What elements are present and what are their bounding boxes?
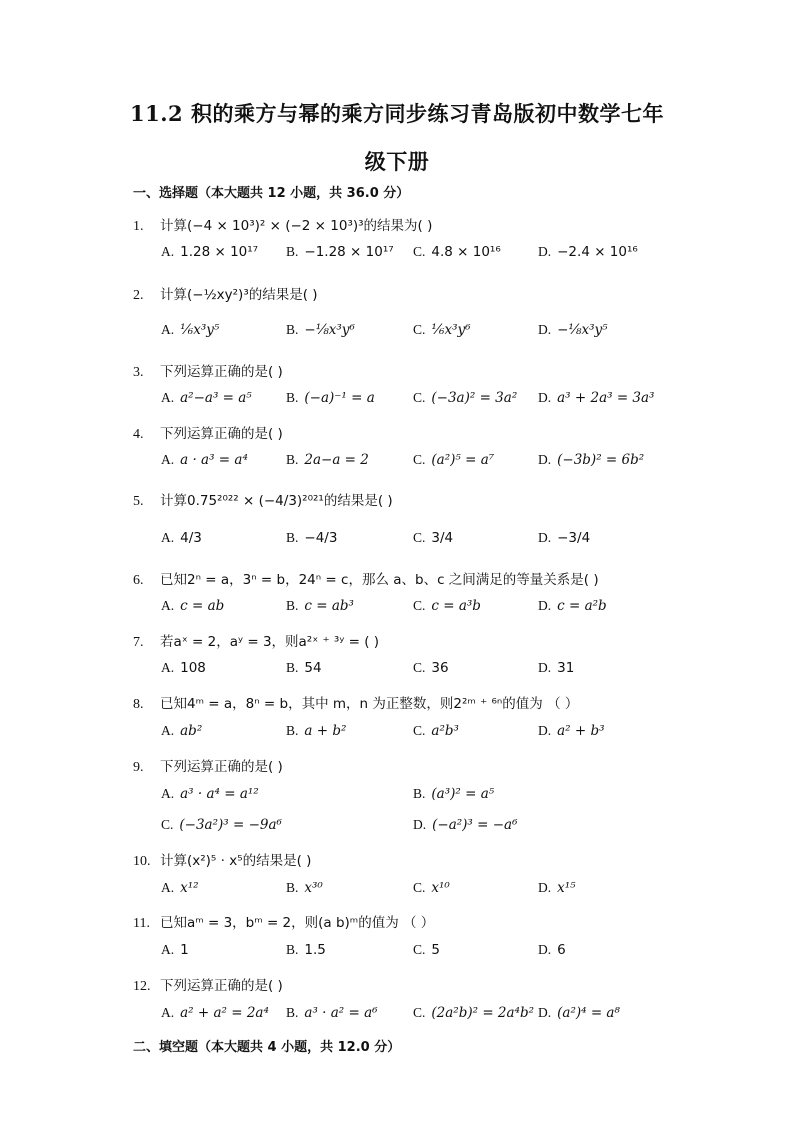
question-stem: 已知2ⁿ = a，3ⁿ = b，24ⁿ = c，那么 a、b、c 之间满足的等量关系是( )	[160, 572, 599, 588]
option-c: C. (−3a²)³ = −9a⁶	[161, 817, 282, 833]
option-d: D. (−a²)³ = −a⁶	[413, 817, 518, 833]
option-c: C. 3/4	[413, 530, 454, 546]
option-a: A. ⅙x³y⁵	[161, 322, 220, 338]
option-d: D. 31	[538, 660, 575, 676]
question-number: 1.	[133, 219, 144, 234]
question-number: 12.	[133, 979, 151, 994]
question-number: 7.	[133, 635, 144, 650]
option-b: B. 2a−a = 2	[286, 452, 369, 468]
question-number: 11.	[133, 916, 150, 931]
question-stem: 计算0.75²⁰²² × (−4/3)²⁰²¹的结果是( )	[160, 493, 393, 509]
question-stem: 已知4ᵐ = a，8ⁿ = b，其中 m，n 为正整数，则2²ᵐ ⁺ ⁶ⁿ的值为 （ ）	[160, 696, 579, 712]
option-c: C. 4.8 × 10¹⁶	[413, 244, 501, 260]
option-d: D. −2.4 × 10¹⁶	[538, 244, 638, 260]
question-number: 4.	[133, 427, 144, 442]
option-d: D. −3/4	[538, 530, 591, 546]
question-6	[133, 568, 599, 589]
option-d: D. −⅛x³y⁵	[538, 322, 608, 338]
option-b: B. (−a)⁻¹ = a	[286, 390, 375, 406]
question-4	[133, 422, 283, 443]
option-a: A. a² + a² = 2a⁴	[161, 1005, 269, 1021]
option-b: B. a³ · a² = a⁶	[286, 1005, 378, 1021]
option-b: B. 1.5	[286, 942, 326, 958]
question-number: 3.	[133, 365, 144, 380]
question-12	[133, 974, 283, 995]
option-a: A. c = ab	[161, 598, 225, 614]
question-stem: 已知aᵐ = 3，bᵐ = 2，则(a b)ᵐ的值为 （ ）	[160, 915, 435, 931]
option-a: A. 4/3	[161, 530, 202, 546]
option-b: B. a + b²	[286, 723, 347, 739]
question-3	[133, 360, 283, 381]
option-c: C. 5	[413, 942, 440, 958]
option-c: C. c = a³b	[413, 598, 481, 614]
question-number: 6.	[133, 573, 144, 588]
question-11	[133, 911, 434, 932]
question-8	[133, 692, 578, 713]
section-heading-fill-blank: 二、填空题（本大题共 4 小题，共 12.0 分）	[133, 1040, 401, 1055]
document-title-line-2: 级下册	[364, 149, 430, 174]
question-number: 10.	[133, 854, 151, 869]
option-b: B. −⅛x³y⁶	[286, 322, 355, 338]
option-b: B. −4/3	[286, 530, 338, 546]
option-d: D. (a²)⁴ = a⁸	[538, 1005, 620, 1021]
question-stem: 下列运算正确的是( )	[160, 364, 283, 380]
question-stem: 计算(−4 × 10³)² × (−2 × 10³)³的结果为( )	[160, 218, 433, 234]
option-b: B. (a³)² = a⁵	[413, 786, 495, 802]
option-c: C. ⅙x³y⁶	[413, 322, 471, 338]
option-b: B. 54	[286, 660, 322, 676]
option-d: D. x¹⁵	[538, 880, 576, 896]
section-heading-choice: 一、选择题（本大题共 12 小题，共 36.0 分）	[133, 186, 410, 201]
question-number: 2.	[133, 288, 144, 303]
option-a: A. 1.28 × 10¹⁷	[161, 244, 259, 260]
option-a: A. a · a³ = a⁴	[161, 452, 248, 468]
option-c: C. (−3a)² = 3a²	[413, 390, 518, 406]
option-b: B. c = ab³	[286, 598, 354, 614]
question-stem: 下列运算正确的是( )	[160, 978, 283, 994]
option-a: A. x¹²	[161, 880, 199, 896]
option-a: A. 1	[161, 942, 189, 958]
question-number: 8.	[133, 697, 144, 712]
option-a: A. a³ · a⁴ = a¹²	[161, 786, 259, 802]
question-number: 9.	[133, 760, 144, 775]
option-c: C. 36	[413, 660, 449, 676]
option-b: B. x³⁰	[286, 880, 323, 896]
option-c: C. (a²)⁵ = a⁷	[413, 452, 495, 468]
question-stem: 计算(−½xy²)³的结果是( )	[160, 287, 318, 303]
option-d: D. c = a²b	[538, 598, 607, 614]
option-b: B. −1.28 × 10¹⁷	[286, 244, 394, 260]
question-number: 5.	[133, 494, 144, 509]
option-d: D. a² + b³	[538, 723, 605, 739]
document-title-line-1: 11.2 积的乘方与幂的乘方同步练习青岛版初中数学七年	[130, 101, 664, 126]
option-c: C. a²b³	[413, 723, 459, 739]
question-stem: 下列运算正确的是( )	[160, 759, 283, 775]
question-5	[133, 489, 393, 510]
question-stem: 计算(x²)⁵ · x⁵的结果是( )	[160, 853, 312, 869]
option-d: D. (−3b)² = 6b²	[538, 452, 645, 468]
question-1	[133, 214, 432, 235]
option-c: C. (2a²b)² = 2a⁴b²	[413, 1005, 535, 1021]
option-a: A. ab²	[161, 723, 203, 739]
option-d: D. a³ + 2a³ = 3a³	[538, 390, 655, 406]
option-d: D. 6	[538, 942, 566, 958]
question-2	[133, 283, 318, 304]
option-c: C. x¹⁰	[413, 880, 450, 896]
question-stem: 下列运算正确的是( )	[160, 426, 283, 442]
option-a: A. 108	[161, 660, 206, 676]
question-10	[133, 849, 311, 870]
question-7	[133, 630, 379, 651]
question-9	[133, 755, 283, 776]
option-a: A. a²−a³ = a⁵	[161, 390, 252, 406]
question-stem: 若aˣ = 2，aʸ = 3，则a²ˣ ⁺ ³ʸ = ( )	[160, 634, 380, 650]
